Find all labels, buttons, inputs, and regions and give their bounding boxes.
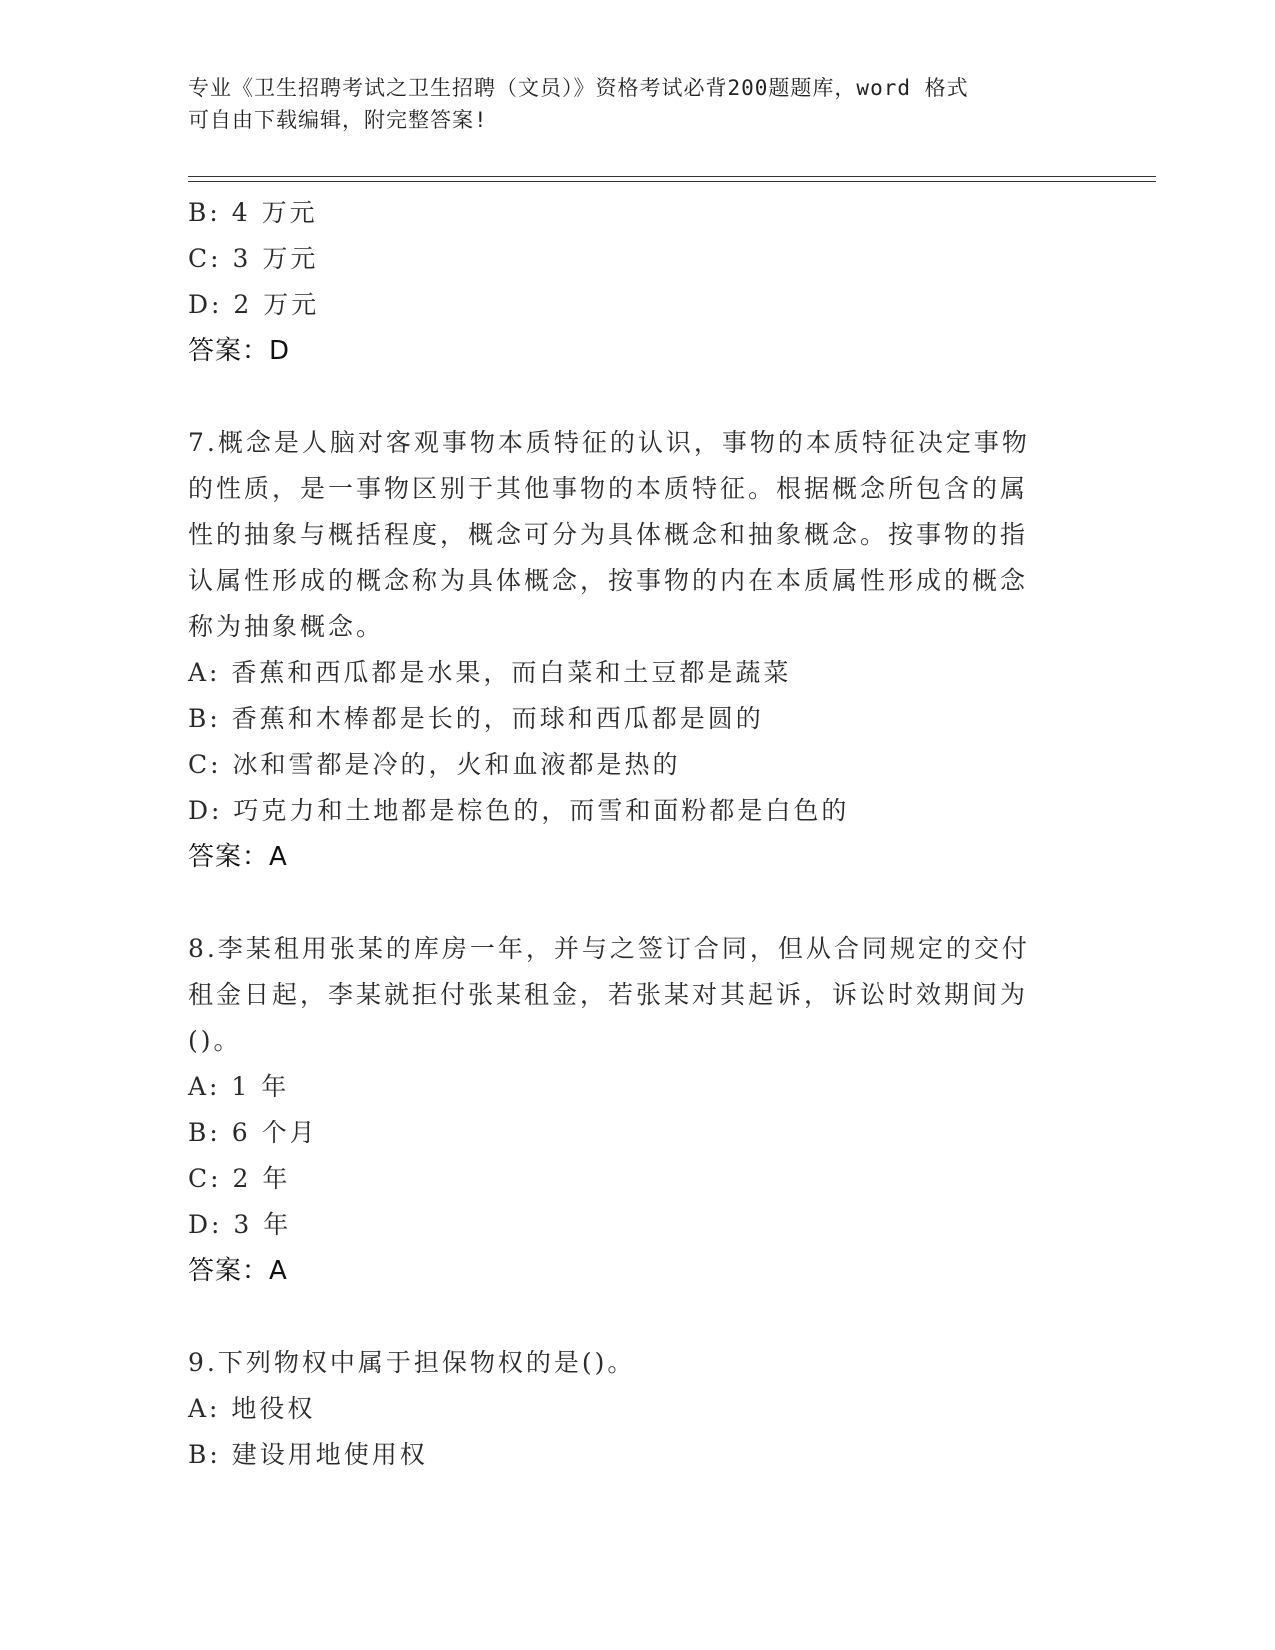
option-b: B: 4 万元 <box>188 198 318 227</box>
answer-line: 答案：D <box>188 336 291 366</box>
option-b: B: 香蕉和木棒都是长的，而球和西瓜都是圆的 <box>188 704 764 733</box>
stem-line: ()。 <box>188 1026 242 1055</box>
option-d: D: 巧克力和土地都是棕色的，而雪和面粉都是白色的 <box>188 796 850 825</box>
question-stem <box>188 926 1088 1064</box>
option-a: A: 地役权 <box>188 1394 316 1423</box>
question-6-continued <box>188 190 1088 374</box>
question-stem <box>188 1340 1088 1386</box>
header-divider-bottom <box>188 181 1156 182</box>
stem-line: 9.下列物权中属于担保物权的是()。 <box>188 1348 636 1377</box>
answer-line: 答案：A <box>188 1256 288 1286</box>
option-c: C: 冰和雪都是冷的，火和血液都是热的 <box>188 750 681 779</box>
document-body <box>188 190 1088 1478</box>
option-d: D: 2 万元 <box>188 290 320 319</box>
question-9 <box>188 1340 1088 1478</box>
header-divider-top <box>188 176 1156 177</box>
option-d: D: 3 年 <box>188 1210 292 1239</box>
stem-line: 性的抽象与概括程度，概念可分为具体概念和抽象概念。按事物的指 <box>188 520 1029 549</box>
option-c: C: 3 万元 <box>188 244 319 273</box>
header-title-line-1: 专业《卫生招聘考试之卫生招聘（文员）》资格考试必背200题题库，word 格式 <box>188 76 969 100</box>
option-c: C: 2 年 <box>188 1164 291 1193</box>
question-stem <box>188 420 1088 650</box>
stem-line: 8.李某租用张某的库房一年，并与之签订合同，但从合同规定的交付 <box>188 934 1030 963</box>
stem-line: 7.概念是人脑对客观事物本质特征的认识，事物的本质特征决定事物 <box>188 428 1030 457</box>
stem-line: 称为抽象概念。 <box>188 612 385 641</box>
stem-line: 的性质，是一事物区别于其他事物的本质特征。根据概念所包含的属 <box>188 474 1029 503</box>
question-8 <box>188 926 1088 1294</box>
answer-line: 答案：A <box>188 842 288 872</box>
option-a: A: 香蕉和西瓜都是水果，而白菜和土豆都是蔬菜 <box>188 658 792 687</box>
stem-line: 租金日起，李某就拒付张某租金，若张某对其起诉，诉讼时效期间为 <box>188 980 1029 1009</box>
option-b: B: 建设用地使用权 <box>188 1440 428 1469</box>
option-a: A: 1 年 <box>188 1072 290 1101</box>
stem-line: 认属性形成的概念称为具体概念，按事物的内在本质属性形成的概念 <box>188 566 1029 595</box>
document-header <box>188 72 1088 136</box>
option-b: B: 6 个月 <box>188 1118 318 1147</box>
header-title-line-2: 可自由下载编辑，附完整答案! <box>188 108 488 132</box>
question-7 <box>188 420 1088 880</box>
